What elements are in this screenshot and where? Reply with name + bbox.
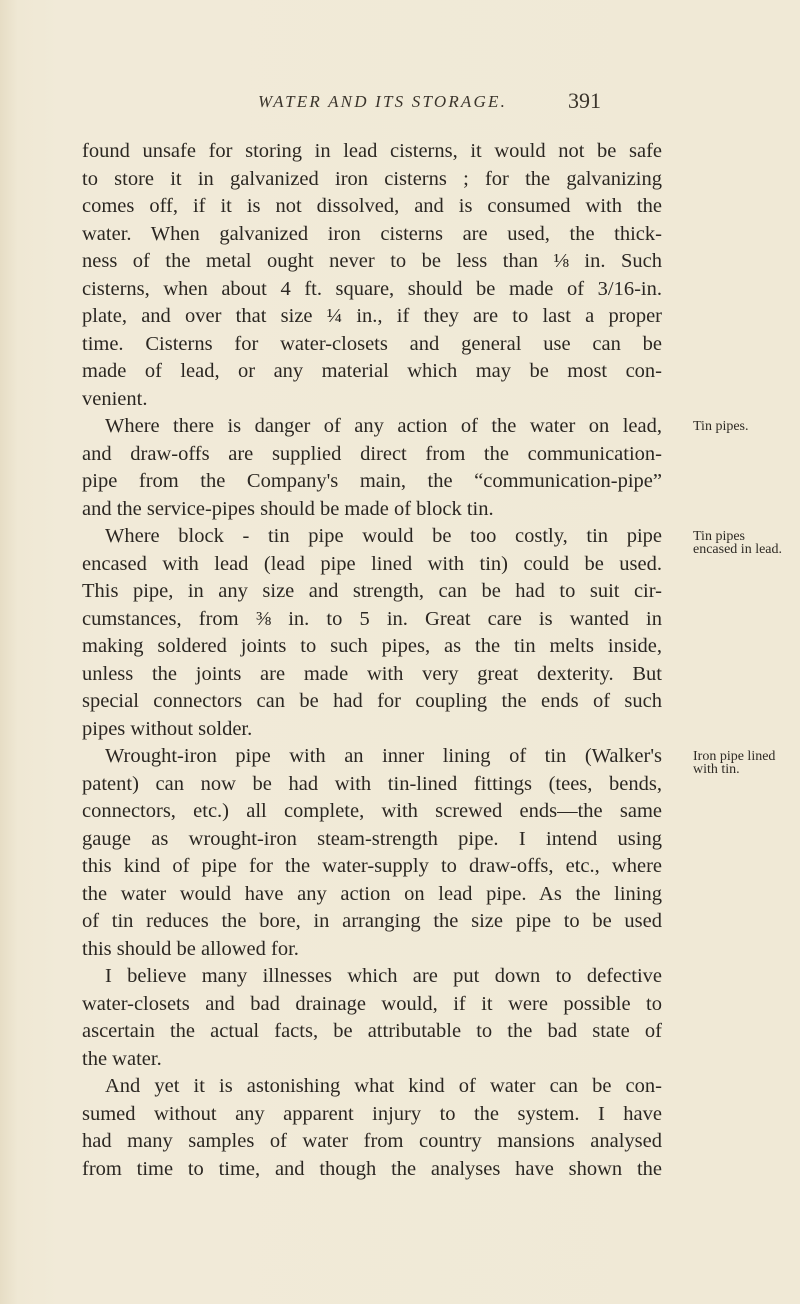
text-line: the water. bbox=[82, 1047, 162, 1070]
text-line: making soldered joints to such pipes, as the tin melts inside, bbox=[82, 635, 662, 657]
text-line: from time to time, and though the analyses have shown the bbox=[82, 1157, 662, 1180]
text-line: had many samples of water from country mansions analysed bbox=[82, 1130, 662, 1152]
text-line: water. When galvanized iron cisterns are used, the thick- bbox=[82, 222, 662, 245]
text-line: and draw-offs are supplied direct from the communication- bbox=[82, 442, 662, 465]
text-line: and the service-pipes should be made of block tin. bbox=[82, 497, 494, 520]
text-line: comes off, if it is not dissolved, and is consumed with the bbox=[82, 195, 662, 217]
text-line: patent) can now be had with tin-lined fittings (tees, bends, bbox=[82, 772, 662, 795]
text-line: made of lead, or any material which may be most con- bbox=[82, 360, 662, 382]
text-line: this should be allowed for. bbox=[82, 937, 299, 960]
margin-note: Iron pipe lined with tin. bbox=[693, 749, 776, 777]
running-head bbox=[0, 84, 800, 124]
text-line: water-closets and bad drainage would, if it were possible to bbox=[82, 992, 662, 1015]
text-line: sumed without any apparent injury to the system. I have bbox=[82, 1102, 662, 1125]
text-line: pipe from the Company's main, the “communication-pipe” bbox=[82, 470, 662, 492]
text-line: pipes without solder. bbox=[82, 717, 253, 740]
text-line: this kind of pipe for the water-supply to draw-offs, etc., where bbox=[82, 855, 662, 877]
text-line: cumstances, from ⅜ in. to 5 in. Great care is wanted in bbox=[82, 607, 662, 630]
text-line: encased with lead (lead pipe lined with tin) could be used. bbox=[82, 552, 662, 575]
text-line: ness of the metal ought never to be less than ⅛ in. Such bbox=[82, 250, 662, 272]
text-line: found unsafe for storing in lead cisterns, it would not be safe bbox=[82, 140, 662, 162]
text-line: cisterns, when about 4 ft. square, should be made of 3/16-in. bbox=[82, 277, 662, 300]
margin-note: Tin pipes. bbox=[693, 419, 749, 434]
text-line: I believe many illnesses which are put down to defective bbox=[105, 965, 662, 987]
text-line: Wrought-iron pipe with an inner lining of tin (Walker's bbox=[105, 745, 662, 767]
text-line: special connectors can be had for coupling the ends of such bbox=[82, 690, 662, 712]
text-line: ascertain the actual facts, be attributable to the bad state of bbox=[82, 1020, 662, 1042]
text-line: This pipe, in any size and strength, can be had to suit cir- bbox=[82, 580, 662, 602]
page-number: 391 bbox=[568, 88, 601, 113]
text-line: gauge as wrought-iron steam-strength pipe. I intend using bbox=[82, 827, 662, 850]
text-line: plate, and over that size ¼ in., if they are to last a proper bbox=[82, 305, 662, 327]
text-line: And yet it is astonishing what kind of water can be con- bbox=[105, 1075, 662, 1097]
text-line: Where there is danger of any action of the water on lead, bbox=[105, 415, 662, 437]
text-line: unless the joints are made with very great dexterity. But bbox=[82, 662, 662, 685]
text-line: to store it in galvanized iron cisterns ; for the galvanizing bbox=[82, 167, 662, 190]
text-line: of tin reduces the bore, in arranging the size pipe to be used bbox=[82, 910, 662, 932]
body-text bbox=[82, 138, 662, 1183]
running-title: WATER AND ITS STORAGE. bbox=[258, 92, 508, 111]
text-line: connectors, etc.) all complete, with screwed ends—the same bbox=[82, 800, 662, 822]
text-line: venient. bbox=[82, 387, 148, 410]
text-line: the water would have any action on lead pipe. As the lining bbox=[82, 882, 662, 905]
margin-note: Tin pipes encased in lead. bbox=[693, 529, 783, 557]
text-line: Where block - tin pipe would be too costly, tin pipe bbox=[105, 525, 662, 547]
text-line: time. Cisterns for water-closets and general use can be bbox=[82, 332, 662, 355]
